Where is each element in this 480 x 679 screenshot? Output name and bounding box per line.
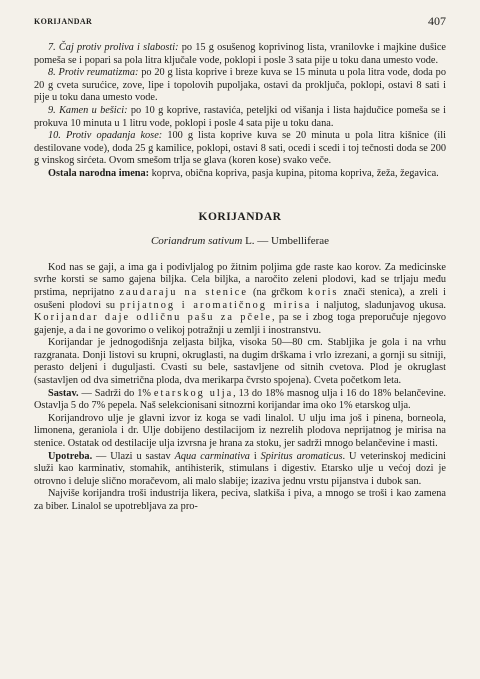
composition-label: Sastav. — [48, 387, 79, 399]
other-names — [34, 168, 446, 181]
text-run: — Sadrži do 1% — [78, 387, 154, 399]
paragraph-oil: Korijandrovo ulje je glavni izvor iz koga se vadi linalol. U ulju ima još i pinena, borneola, limonena, geraniola i dr. Ulje dobijeno destilacijom iz nezrelih plodova neprijatnog je mirisa na stenice. Ostatak od destilacije ulja izvrsna je hrana za stoku, jer sadrži mnogo belančevine i masti. — [34, 412, 446, 450]
text-run: Kod nas se gaji, a ima ga i podivljalog po žitnim poljima gde raste kao korov. Za medicinske svrhe korsti se samo gajena biljka. Cela biljka, a naročito zeleni plodovi, kad se trljaju među prstima, neprijatno — [34, 261, 446, 298]
recipe-item — [34, 105, 446, 130]
text-run: , 13 do 18% masnog ulja i 16 do 18% belančevine. Ostavlja 5 do 7% pepela. Naš selekcionisani sitnozrni korijandar ima oko 1% etarskog ulja. — [34, 387, 446, 412]
paragraph-usage — [34, 451, 446, 489]
text-run: (na grčkom — [247, 286, 308, 298]
text-run: znači stenica), a zreli i osušeni plodovi su — [34, 286, 446, 311]
spaced-text: Korijandar daje odličnu pašu za pčele — [34, 312, 272, 324]
section-heading: KORIJANDAR — [198, 210, 282, 223]
recipe-body: po 10 g koprive, rastavića, peteljki od višanja i lista hajdučice pomeša se i prokuva 10 minuta u 1 litru vode, poklopi i posle 4 sata pije u toku dana. — [34, 104, 446, 129]
recipe-title: 9. Kamen u bešici: — [48, 104, 128, 116]
recipe-item — [34, 130, 446, 168]
text-run: . U veterinskoj medicini služi kao karminativ, stomahik, antihisterik, stimulans i digestiv. Etarsko ulje u većoj dozi je otrovno i deluje slično moračevom, ali malo slabije; izaziva jednu vrstu pijanstva i dubok san. — [34, 450, 447, 487]
spaced-text: etarskog ulja — [153, 387, 234, 399]
recipe-item — [34, 67, 446, 105]
latin-name: Coriandrum sativum — [150, 235, 243, 248]
family-name: L. — Umbelliferae — [242, 235, 330, 248]
recipe-title: 8. Protiv reumatizma: — [48, 67, 139, 79]
italic-text: Aqua carminativa — [174, 450, 250, 462]
text-run: — Ulazi u sastav — [92, 450, 175, 462]
paragraph-composition — [34, 388, 446, 413]
recipe-title: 10. Protiv opadanja kose: — [48, 130, 163, 142]
recipe-item — [34, 42, 446, 67]
usage-label: Upotreba. — [48, 450, 93, 462]
page-number: 407 — [428, 14, 446, 28]
recipe-body: po 15 g osušenog koprivinog lista, vranilovke i majkine dušice pomeša se i popari sa pola litra ključale vode, poklopi i posle 3 sata pije u toku dana umesto vode. — [34, 42, 446, 66]
other-names-text: koprva, obična kopriva, pasja kupina, pitoma kopriva, žeža, žegavica. — [149, 167, 439, 179]
spaced-text: koris — [307, 286, 339, 298]
spaced-text: prijatnog i aromatičnog mirisa — [119, 299, 312, 311]
recipe-body: 100 g lista koprive kuva se 20 minuta u pola litra kišnice (ili destilovane vode), doda 25 g kamilice, poklopi, ostavi 8 sati, ocedi i scedi i toj tečnosti doda se 200 g vinskog sirćeta. Ovom smešom trlja se glava (koren kose) svako veče. — [34, 130, 447, 167]
paragraph-description — [34, 262, 446, 338]
botanical-name — [34, 235, 446, 248]
running-head: KORIJANDAR — [34, 17, 93, 26]
spaced-text: zaudaraju na stenice — [119, 286, 248, 298]
paragraph-industry: Najviše korijandra troši industrija likera, peciva, slatkiša i piva, a mnogo se troši i kao zamena za biber. Linalol se upotrebljava za pro- — [34, 488, 446, 512]
italic-text: Spiritus aromaticus — [260, 450, 343, 462]
other-names-label: Ostala narodna imena: — [48, 167, 150, 179]
text-run: i — [249, 450, 261, 462]
page-content — [34, 42, 446, 514]
text-run: i naljutog, sladunjavog ukusa. — [311, 299, 446, 311]
recipe-title: 7. Čaj protiv proliva i slabosti: — [48, 42, 179, 53]
recipe-body: po 20 g lista koprive i breze kuva se 15 minuta u pola litra vode, doda po 20 g cveta surućice, zove, lipe i topolovih pupoljaka, ostavi da proključa, poklopi, ostavi 8 sati i pije u toku dana umesto vode. — [34, 67, 446, 104]
text-run: , pa se i zbog toga preporučuje njegovo gajenje, a da i ne govorimo o velikoj potražnji u zemlji i inostranstvu. — [34, 312, 447, 336]
recipe-list — [34, 42, 446, 181]
paragraph-morphology: Korijandar je jednogodišnja zeljasta biljka, visoka 50—80 cm. Stabljika je gola i na vrhu razgranata. Donji listovi su krupni, okruglasti, na dugim drškama i vrlo izrezani, a gornji su sitniji, perasto deljeni i duguljasti. Cvasti su bele, sastavljene od sitnih cvetova. Plod je okruglast (sastavljen od dva simetrična ploda, dva merikarpa čvrsto spojena). Cveta početkom leta. — [34, 337, 446, 387]
